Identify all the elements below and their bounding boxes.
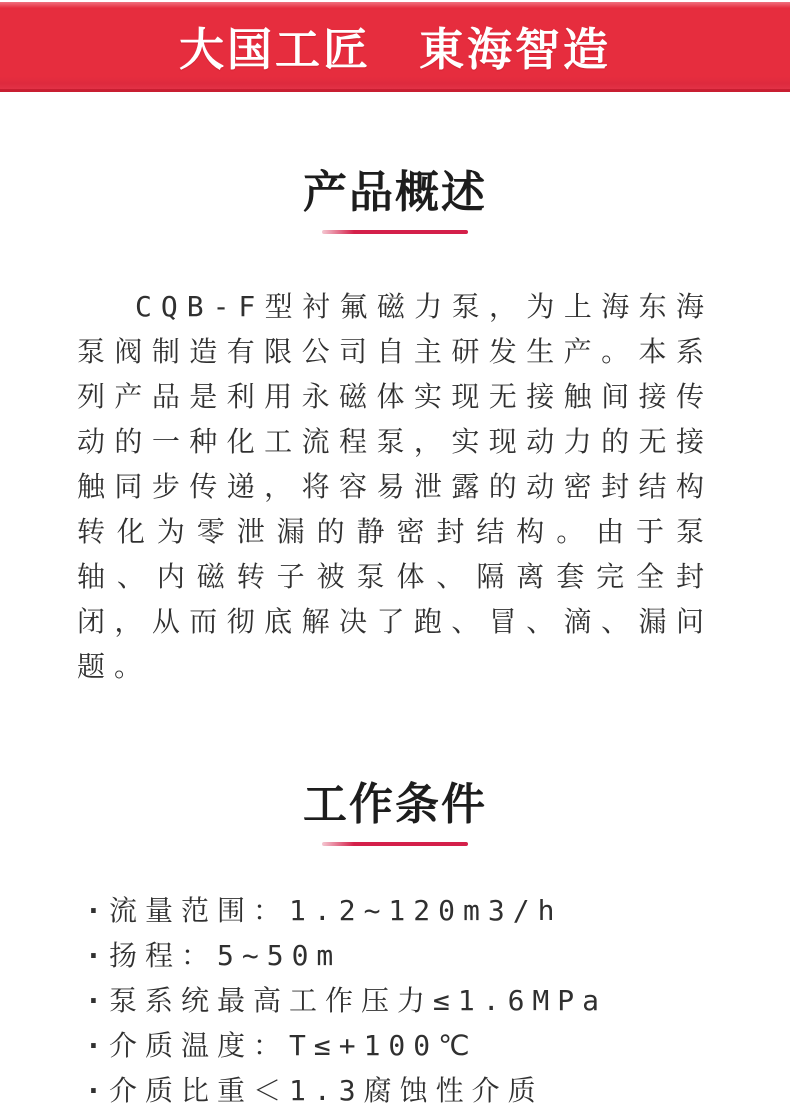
condition-text: 流量范围：1.2~120m3/h [109,894,563,927]
bullet-icon [85,888,110,933]
bullet-icon [85,1023,110,1068]
top-banner [0,2,790,92]
list-item-head [77,933,713,978]
section-product-overview [0,167,790,689]
condition-text: 介质比重＜1.3腐蚀性介质 [109,1074,544,1107]
condition-text: 介质温度：T≤+100℃ [109,1029,478,1062]
title-underline-overview [322,230,468,234]
condition-text: 扬程：5~50m [109,939,342,972]
list-item-medium-density [77,1068,713,1112]
product-description: CQB-F型衬氟磁力泵，为上海东海泵阀制造有限公司自主研发生产。本系列产品是利用永磁体实现无接触间接传动的一种化工流程泵，实现动力的无接触同步传递，将容易泄露的动密封结构转化为零泄漏的静密封结构。由于泵轴、内磁转子被泵体、隔离套完全封闭，从而彻底解决了跑、冒、滴、漏问题。 [77,290,713,683]
section-title-product-overview: 产品概述 [303,167,487,218]
bullet-icon [85,933,110,978]
banner-title: 大国工匠 東海智造 [178,23,611,76]
list-item-medium-temperature [77,1023,713,1068]
condition-text: 泵系统最高工作压力≤1.6MPa [109,984,608,1017]
list-item-max-pressure [77,978,713,1023]
bullet-icon [85,978,110,1023]
bullet-icon [85,1068,110,1112]
section-working-conditions [0,779,790,1112]
working-conditions-list [77,888,713,1112]
title-underline-conditions [322,842,468,846]
section-title-working-conditions: 工作条件 [303,779,487,830]
list-item-flow-range [77,888,713,933]
